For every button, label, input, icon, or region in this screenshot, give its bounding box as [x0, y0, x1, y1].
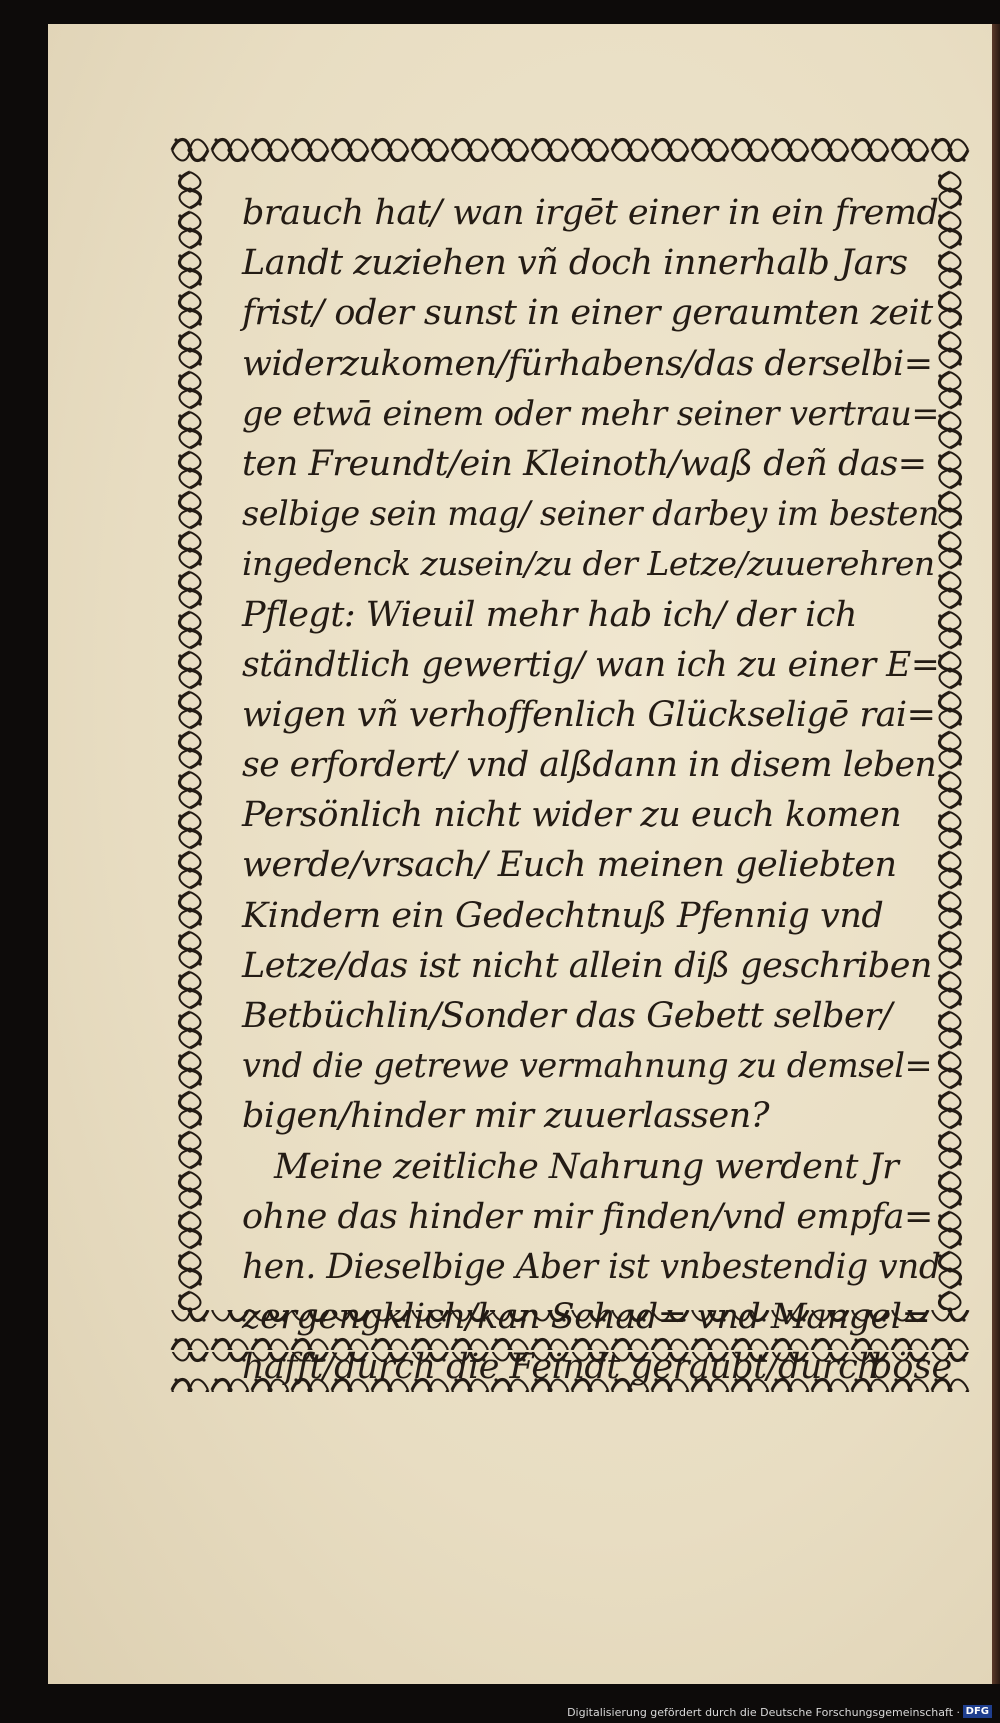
- text-line: hen. Dieselbige Aber ist vnbestendig vnd: [242, 1246, 941, 1287]
- text-line: Betbüchlin/Sonder das Gebett selber/: [242, 996, 892, 1036]
- text-line: ohne das hinder mir finden/vnd empfa=: [242, 1196, 933, 1237]
- text-line: Meine zeitliche Nahrung werdent Jr: [274, 1146, 899, 1187]
- text-line: ten Freundt/ein Kleinoth/waß deñ das=: [242, 443, 927, 484]
- footer-credit: Digitalisierung gefördert durch die Deutsche Forschungsgemeinschaft ·: [567, 1706, 960, 1719]
- text-line: se erfordert/ vnd alßdann in disem leben: [242, 745, 937, 786]
- text-line: werde/vrsach/ Euch meinen geliebten: [242, 845, 897, 886]
- text-line: Persönlich nicht wider zu euch komen: [242, 795, 902, 836]
- text-line: brauch hat/ wan irgēt einer in ein fremd: [242, 193, 939, 233]
- text-line: ingedenck zusein/zu der Letze/zuuerehren: [242, 544, 935, 584]
- text-line: vnd die getrewe vermahnung zu demsel=: [242, 1046, 933, 1086]
- body-text: [242, 188, 942, 1393]
- text-line: Pflegt: Wieuil mehr hab ich/ der ich: [242, 594, 857, 635]
- text-line: wigen vñ verhoffenlich Glückseligē rai=: [242, 694, 936, 735]
- text-line: Letze/das ist nicht allein diß geschriben: [242, 945, 932, 986]
- text-line: Kindern ein Gedechtnuß Pfennig vnd: [242, 895, 884, 936]
- text-line: ge etwā einem oder mehr seiner vertrau=: [242, 393, 939, 433]
- text-line: zergengklich/kan Schad= vnd Mangel=: [242, 1297, 931, 1338]
- text-line: hafft/durch die Feindt geraubt/durch: [242, 1347, 880, 1388]
- text-line: bigen/hinder mir zuuerlassen?: [242, 1096, 770, 1137]
- text-line: Landt zuziehen vñ doch innerhalb Jars: [242, 243, 908, 284]
- dfg-logo-icon: DFG: [963, 1705, 992, 1718]
- text-line: selbige sein mag/ seiner darbey im besten: [242, 494, 939, 534]
- text-line: ständtlich gewertig/ wan ich zu einer E=: [242, 644, 940, 685]
- text-line: widerzukomen/fürhabens/das derselbi=: [242, 343, 933, 384]
- page-edge: [992, 24, 1000, 1684]
- text-line: frist/ oder sunst in einer geraumten zeit: [242, 293, 933, 334]
- catchword: böse: [870, 1347, 953, 1387]
